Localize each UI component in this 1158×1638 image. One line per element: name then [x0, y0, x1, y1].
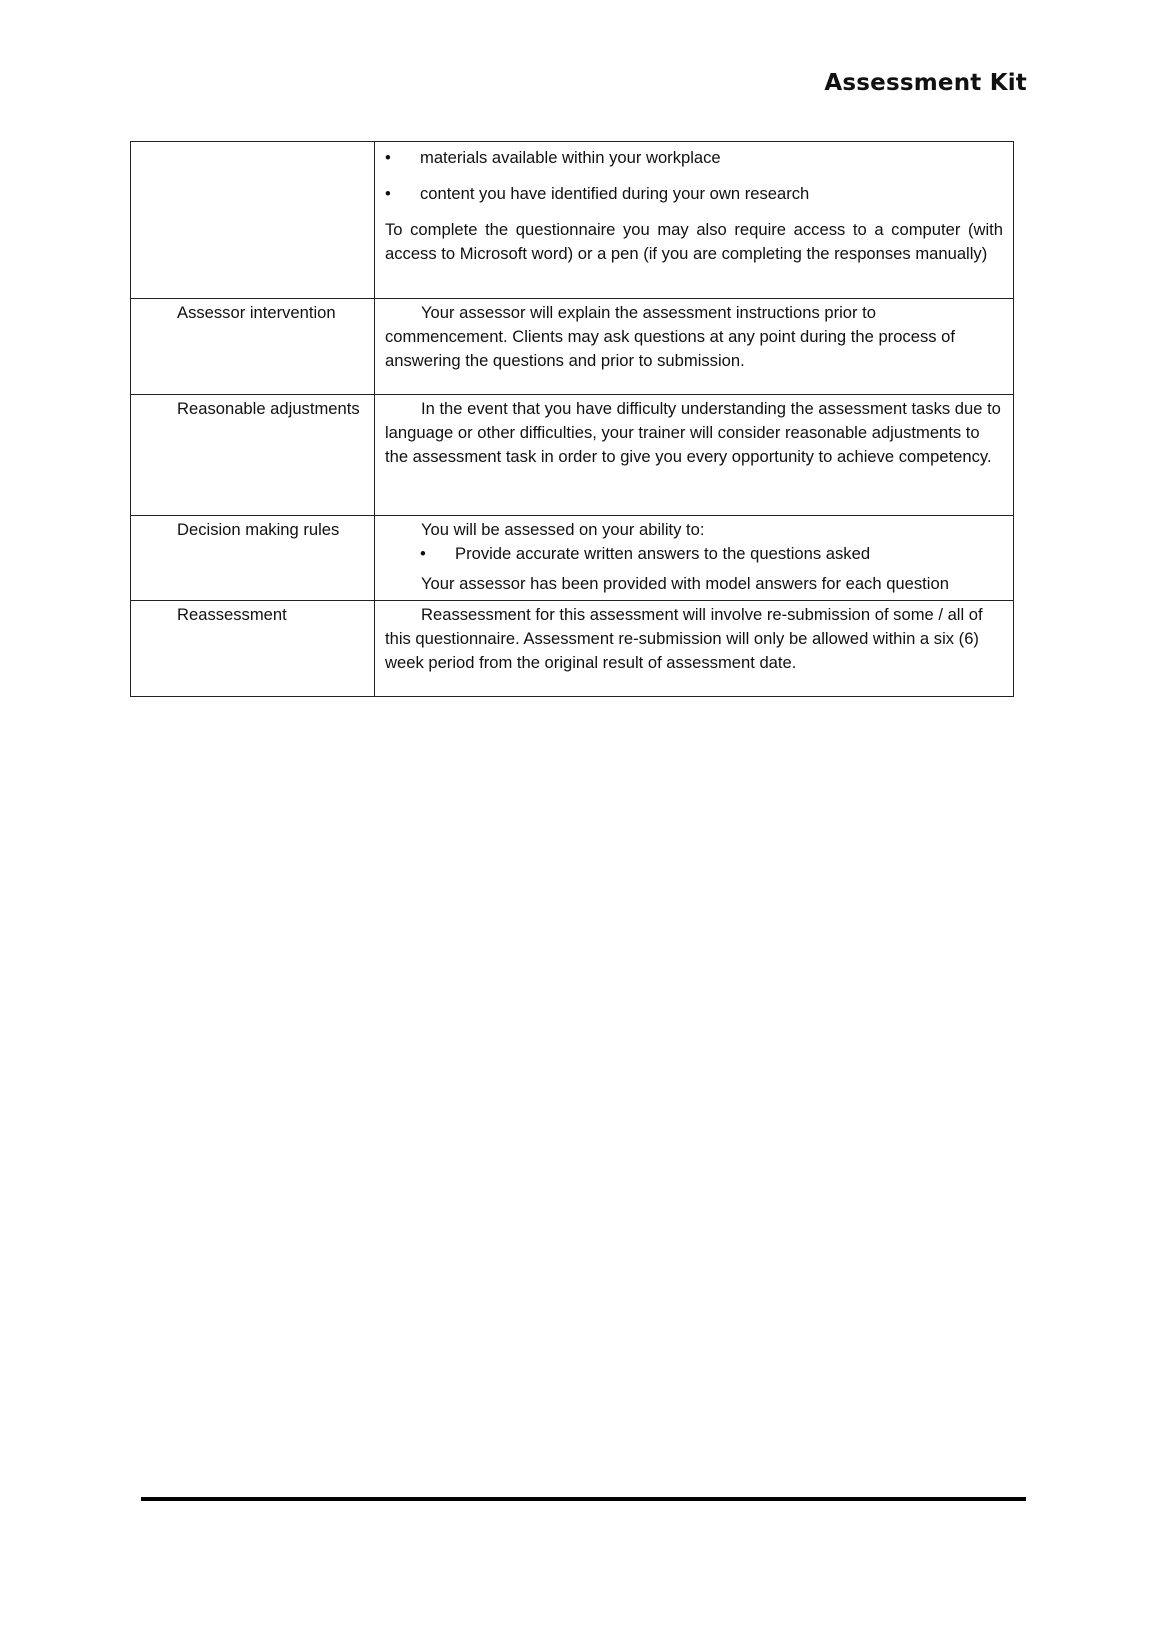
bullet-icon: • — [385, 148, 391, 167]
list-item — [385, 182, 1003, 206]
row-label-reasonable-adjustments: Reasonable adjustments — [131, 395, 375, 516]
table-row — [131, 142, 1014, 299]
decision-rules-closing: Your assessor has been provided with model answers for each question — [421, 574, 949, 593]
reassessment-text: Reassessment for this assessment will involve re-submission of some / all of this questionnaire. Assessment re-submission will only be allowed within a six (6) week period from the original result of assessment date. — [385, 605, 983, 672]
row-label-assessor-intervention: Assessor intervention — [131, 299, 375, 395]
page-header-title: Assessment Kit — [824, 70, 1027, 96]
table-row — [131, 601, 1014, 697]
decision-rules-intro: You will be assessed on your ability to: — [421, 520, 705, 539]
list-item — [385, 146, 1003, 170]
questionnaire-requirements-text: To complete the questionnaire you may also require access to a computer (with access to Microsoft word) or a pen (if you are completing the responses manually) — [385, 220, 1003, 263]
footer-divider — [141, 1497, 1026, 1501]
table-row — [131, 516, 1014, 601]
assessment-info-table — [130, 141, 1014, 697]
list-item-text: content you have identified during your own research — [420, 184, 810, 203]
bullet-icon: • — [420, 544, 426, 563]
decision-rules-bullet-list — [385, 542, 1003, 566]
row-content — [375, 516, 1014, 601]
list-item-text: Provide accurate written answers to the questions asked — [455, 544, 871, 563]
row-label-decision-making-rules: Decision making rules — [131, 516, 375, 601]
table-row — [131, 299, 1014, 395]
reasonable-adjustments-text: In the event that you have difficulty understanding the assessment tasks due to language or other difficulties, your trainer will consider reasonable adjustments to the assessment task in order to give you every opportunity to achieve competency. — [385, 399, 1001, 466]
row-content — [375, 601, 1014, 697]
assessor-intervention-text: Your assessor will explain the assessment instructions prior to commencement. Clients may ask questions at any point during the process of answering the questions and prior to submission. — [385, 303, 956, 370]
bullet-icon: • — [385, 184, 391, 203]
row-content — [375, 142, 1014, 299]
list-item — [420, 542, 1003, 566]
row-content — [375, 299, 1014, 395]
row-label — [131, 142, 375, 299]
list-item-text: materials available within your workplace — [420, 148, 721, 167]
row-content — [375, 395, 1014, 516]
row-label-reassessment: Reassessment — [131, 601, 375, 697]
table-row — [131, 395, 1014, 516]
resource-bullet-list — [385, 146, 1003, 206]
